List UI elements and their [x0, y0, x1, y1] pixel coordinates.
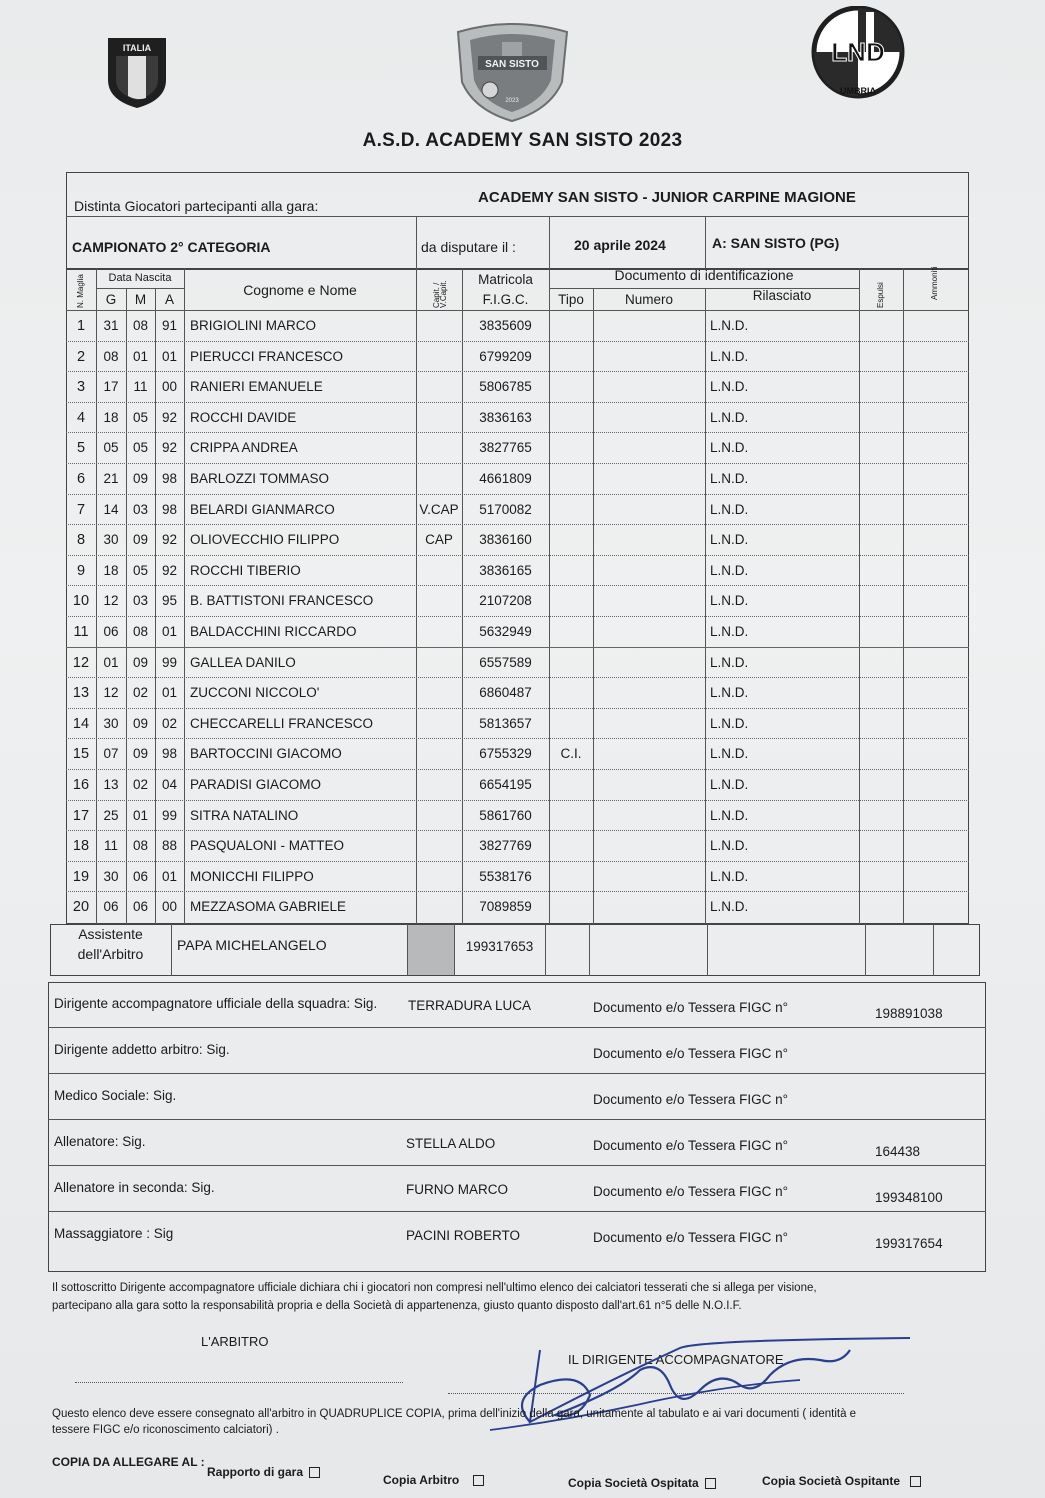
player-name: BELARDI GIANMARCO: [190, 501, 335, 517]
player-name: BARLOZZI TOMMASO: [190, 471, 330, 486]
birth-month: 11: [133, 379, 148, 395]
birth-day: 31: [103, 318, 119, 333]
birth-year: 88: [161, 838, 178, 854]
player-name: ROCCHI DAVIDE: [190, 409, 297, 425]
matricola: 2107208: [479, 593, 532, 609]
matricola: 3827765: [479, 440, 532, 456]
col-rilasciato: Rilasciato: [752, 288, 812, 303]
birth-year: 92: [161, 532, 178, 548]
match-title: ACADEMY SAN SISTO - JUNIOR CARPINE MAGIONE: [478, 189, 856, 206]
col-a: A: [164, 292, 174, 307]
player-number: 14: [72, 715, 90, 732]
arbitro-signature-line: [75, 1382, 403, 1383]
declaration-line-1: Il sottoscritto Dirigente accompagnatore ufficiale dichiara chi i giocatori non compresi nell'ultimo elenco dei calciatori tesserati che si allega per visione,: [52, 1282, 817, 1294]
staff-name: STELLA ALDO: [406, 1136, 496, 1151]
birth-month: 05: [132, 440, 149, 456]
assistente-label-1: Assistente: [78, 926, 143, 942]
matricola: 3836165: [479, 562, 532, 578]
staff-role-label: Dirigente accompagnatore ufficiale della squadra: Sig.: [54, 996, 378, 1011]
birth-month: 06: [132, 899, 149, 915]
copia-ospitante-label: Copia Società Ospitante: [762, 1474, 901, 1488]
rilasciato: L.N.D.: [710, 318, 749, 333]
col-cognome-nome: Cognome e Nome: [243, 282, 357, 298]
arbitro-label: L'ARBITRO: [201, 1334, 269, 1349]
row-divider: [66, 830, 969, 831]
copia-ospitante-checkbox[interactable]: [910, 1476, 921, 1487]
player-name: PIERUCCI FRANCESCO: [190, 348, 344, 364]
rilasciato: L.N.D.: [710, 409, 749, 425]
distinta-label: Distinta Giocatori partecipanti alla gara:: [74, 198, 319, 214]
birth-year: 00: [161, 899, 178, 915]
matricola: 5861760: [479, 807, 532, 823]
col-capit: Capit. / V.Capit.: [432, 280, 448, 308]
birth-year: 04: [161, 777, 178, 792]
row-divider: [66, 616, 969, 617]
staff-doc-label: Documento e/o Tessera FIGC n°: [593, 1000, 788, 1015]
san-sisto-crest: [450, 22, 575, 122]
player-number: 4: [76, 409, 86, 426]
row-divider: [66, 708, 969, 709]
rilasciato: L.N.D.: [710, 379, 749, 395]
matricola: 4661809: [479, 471, 532, 486]
birth-month: 05: [132, 562, 149, 578]
birth-year: 98: [161, 471, 178, 486]
player-number: 15: [72, 746, 90, 763]
assistente-matricola: 199317653: [465, 939, 534, 954]
player-number: 3: [76, 379, 86, 396]
matricola: 5813657: [479, 715, 532, 731]
col-tipo: Tipo: [558, 292, 584, 307]
player-name: CRIPPA ANDREA: [190, 440, 298, 456]
copia-ospitante-option[interactable]: [762, 1474, 921, 1488]
birth-month: 09: [132, 471, 149, 486]
rilasciato: L.N.D.: [710, 501, 749, 517]
copia-ospitata-option[interactable]: [568, 1476, 716, 1490]
copia-label: COPIA DA ALLEGARE AL :: [52, 1455, 205, 1469]
row-divider: [66, 647, 969, 648]
birth-day: 08: [103, 348, 119, 364]
row-divider: [66, 341, 969, 342]
player-name: MEZZASOMA GABRIELE: [190, 899, 347, 915]
dirigente-label: IL DIRIGENTE ACCOMPAGNATORE: [568, 1352, 784, 1367]
player-number: 10: [72, 593, 90, 610]
staff-doc-label: Documento e/o Tessera FIGC n°: [593, 1230, 788, 1245]
signature-icon: [470, 1330, 940, 1440]
birth-month: 03: [132, 501, 149, 517]
col-numero: Numero: [624, 292, 673, 307]
rilasciato: L.N.D.: [710, 654, 749, 670]
staff-name: TERRADURA LUCA: [408, 998, 532, 1013]
staff-role-label: Dirigente addetto arbitro: Sig.: [54, 1042, 230, 1057]
staff-doc-label: Documento e/o Tessera FIGC n°: [593, 1092, 788, 1107]
matricola: 3836163: [479, 409, 532, 425]
staff-role-label: Allenatore in seconda: Sig.: [54, 1180, 215, 1195]
birth-year: 98: [161, 746, 178, 762]
rapporto-option[interactable]: [207, 1465, 320, 1479]
row-divider: [66, 524, 969, 525]
player-name: RANIERI EMANUELE: [190, 379, 323, 395]
player-number: 20: [72, 899, 90, 916]
col-g: G: [105, 292, 117, 307]
birth-day: 17: [103, 379, 119, 395]
note-line-1: Questo elenco deve essere consegnato all'arbitro in QUADRUPLICE COPIA, prima dell'inizio della gara, unitamente al tabulato e ai vari documenti ( identità e: [52, 1408, 857, 1420]
birth-year: 01: [161, 868, 178, 884]
assistente-name: PAPA MICHELANGELO: [177, 937, 327, 953]
player-name: PASQUALONI - MATTEO: [190, 838, 345, 854]
col-ammoniti: Ammoniti: [930, 266, 939, 300]
player-name: BRIGIOLINI MARCO: [190, 318, 317, 333]
staff-row: [48, 1212, 986, 1258]
rilasciato: L.N.D.: [710, 532, 749, 548]
rilasciato: L.N.D.: [710, 868, 749, 884]
player-number: 2: [76, 348, 86, 365]
rilasciato: L.N.D.: [710, 562, 749, 578]
staff-row: [48, 1120, 986, 1166]
birth-year: 01: [161, 348, 178, 364]
birth-year: 00: [161, 379, 178, 395]
player-number: 13: [72, 685, 90, 702]
player-number: 9: [76, 562, 86, 579]
birth-year: 92: [161, 440, 178, 456]
birth-year: 95: [161, 593, 178, 609]
player-name: GALLEA DANILO: [190, 654, 296, 670]
birth-month: 02: [132, 685, 149, 701]
rapporto-checkbox[interactable]: [309, 1467, 320, 1478]
birth-month: 09: [132, 746, 149, 762]
san-sisto-crest-text: SAN SISTO: [485, 59, 539, 70]
assistente-shaded-cell: [408, 925, 454, 975]
rilasciato: L.N.D.: [710, 715, 749, 731]
birth-day: 05: [103, 440, 119, 456]
assistente-label-2: dell'Arbitro: [77, 946, 144, 962]
birth-year: 99: [161, 654, 178, 670]
copia-arbitro-label: Copia Arbitro: [383, 1473, 460, 1487]
doc-type: C.I.: [560, 746, 582, 762]
rilasciato: L.N.D.: [710, 624, 749, 639]
rilasciato: L.N.D.: [710, 685, 749, 701]
birth-day: 30: [103, 532, 119, 548]
player-number: 11: [73, 624, 89, 640]
birth-month: 01: [132, 348, 149, 364]
lnd-logo-subtext: UMBRIA: [840, 86, 876, 96]
matricola: 7089859: [479, 899, 532, 915]
row-divider: [66, 800, 969, 801]
birth-year: 02: [161, 715, 178, 731]
birth-month: 05: [132, 409, 149, 425]
matricola: 5806785: [479, 379, 532, 395]
matricola: 6654195: [479, 777, 532, 792]
player-name: BARTOCCINI GIACOMO: [190, 746, 342, 762]
row-divider: [66, 494, 969, 495]
player-number: 7: [76, 501, 86, 518]
player-number: 1: [76, 318, 86, 334]
player-name: B. BATTISTONI FRANCESCO: [190, 593, 374, 609]
player-name: ROCCHI TIBERIO: [190, 562, 301, 578]
birth-day: 21: [103, 471, 119, 486]
lnd-umbria-logo: [796, 6, 920, 106]
player-number: 12: [72, 654, 90, 671]
birth-year: 01: [161, 624, 178, 639]
rilasciato: L.N.D.: [710, 471, 749, 486]
birth-day: 18: [103, 562, 119, 578]
staff-role-label: Massaggiatore : Sig: [54, 1226, 174, 1241]
rilasciato: L.N.D.: [710, 899, 749, 915]
player-name: PARADISI GIACOMO: [190, 777, 322, 792]
player-number: 19: [72, 868, 90, 885]
rapporto-option-label: Rapporto di gara: [207, 1465, 304, 1479]
matricola: 6755329: [479, 746, 532, 762]
row-divider: [66, 738, 969, 739]
birth-day: 13: [103, 777, 119, 792]
birth-month: 02: [132, 777, 149, 792]
matricola: 6799209: [479, 348, 532, 364]
rilasciato: L.N.D.: [710, 807, 749, 823]
birth-day: 06: [103, 899, 119, 915]
campionato-label: CAMPIONATO 2° CATEGORIA: [72, 239, 271, 255]
col-matricola: Matricola: [478, 272, 533, 287]
staff-role-label: Allenatore: Sig.: [54, 1134, 146, 1149]
staff-doc-number: 199317654: [875, 1236, 943, 1251]
player-name: MONICCHI FILIPPO: [190, 868, 314, 884]
note-line-2: tessere FIGC e/o riconoscimento calciatori) .: [52, 1424, 279, 1436]
player-name: OLIOVECCHIO FILIPPO: [190, 532, 340, 548]
match-header-box: [66, 172, 969, 270]
col-espulsi: Espulsi: [876, 282, 885, 308]
birth-year: 91: [161, 318, 178, 333]
staff-doc-label: Documento e/o Tessera FIGC n°: [593, 1184, 788, 1199]
captain-mark: V.CAP: [419, 501, 459, 517]
col-data-nascita: Data Nascita: [108, 272, 172, 284]
staff-role-label: Medico Sociale: Sig.: [54, 1088, 177, 1103]
col-documento: Documento di identificazione: [614, 267, 794, 283]
player-name: CHECCARELLI FRANCESCO: [190, 715, 374, 731]
birth-day: 30: [103, 715, 119, 731]
staff-doc-number: 164438: [875, 1144, 921, 1159]
birth-day: 14: [103, 501, 119, 517]
staff-row: [48, 1166, 986, 1212]
row-divider: [66, 463, 969, 464]
matricola: 5632949: [479, 624, 532, 639]
staff-doc-number: 199348100: [875, 1190, 943, 1205]
rilasciato: L.N.D.: [710, 348, 749, 364]
birth-month: 03: [132, 593, 149, 609]
birth-day: 12: [103, 685, 119, 701]
staff-doc-label: Documento e/o Tessera FIGC n°: [593, 1046, 788, 1061]
rilasciato: L.N.D.: [710, 777, 749, 792]
birth-day: 25: [103, 807, 119, 823]
birth-month: 09: [132, 654, 149, 670]
player-name: BALDACCHINI RICCARDO: [190, 624, 357, 639]
birth-day: 06: [103, 624, 119, 639]
birth-month: 08: [132, 838, 149, 854]
row-divider: [66, 861, 969, 862]
staff-doc-number: 198891038: [875, 1006, 943, 1021]
birth-year: 99: [161, 807, 178, 823]
matricola: 3836160: [479, 532, 532, 548]
birth-year: 92: [161, 562, 178, 578]
row-divider: [66, 891, 969, 892]
rilasciato: L.N.D.: [710, 593, 749, 609]
staff-row: [48, 1074, 986, 1120]
col-n-maglia: N. Maglia: [76, 274, 85, 308]
match-location: A: SAN SISTO (PG): [712, 235, 840, 251]
birth-month: 08: [132, 318, 149, 333]
san-sisto-crest-year: 2023: [505, 98, 519, 104]
birth-day: 11: [103, 838, 118, 854]
birth-year: 92: [161, 409, 178, 425]
player-number: 16: [72, 777, 90, 793]
row-divider: [66, 555, 969, 556]
row-divider: [66, 402, 969, 403]
rilasciato: L.N.D.: [710, 838, 749, 854]
italia-logo-text: ITALIA: [122, 43, 152, 53]
rilasciato: L.N.D.: [710, 440, 749, 456]
matricola: 6557589: [479, 654, 532, 670]
matricola: 5170082: [479, 501, 532, 517]
birth-month: 06: [132, 868, 149, 884]
birth-day: 30: [103, 868, 119, 884]
copia-arbitro-option[interactable]: [383, 1473, 484, 1487]
row-divider: [66, 585, 969, 586]
player-name: SITRA NATALINO: [190, 807, 299, 823]
copia-ospitata-label: Copia Società Ospitata: [568, 1476, 699, 1490]
staff-doc-label: Documento e/o Tessera FIGC n°: [593, 1138, 788, 1153]
birth-day: 01: [103, 654, 119, 670]
matricola: 6860487: [479, 685, 532, 701]
birth-day: 12: [103, 593, 119, 609]
birth-year: 98: [161, 501, 178, 517]
row-divider: [66, 432, 969, 433]
row-divider: [66, 769, 969, 770]
match-date: 20 aprile 2024: [574, 237, 666, 253]
birth-day: 07: [103, 746, 119, 762]
birth-month: 01: [132, 807, 149, 823]
birth-day: 18: [103, 409, 119, 425]
player-number: 17: [72, 807, 90, 824]
col-figc: F.I.G.C.: [482, 292, 529, 307]
rilasciato: L.N.D.: [710, 746, 749, 762]
col-m: M: [134, 292, 147, 307]
player-number: 8: [76, 532, 86, 549]
birth-year: 01: [161, 685, 178, 701]
birth-month: 08: [132, 624, 149, 639]
staff-name: FURNO MARCO: [406, 1182, 508, 1197]
matricola: 3835609: [479, 318, 532, 333]
player-number: 6: [76, 471, 86, 487]
row-divider: [66, 371, 969, 372]
birth-month: 09: [132, 532, 149, 548]
staff-row: [48, 1028, 986, 1074]
birth-month: 09: [132, 715, 149, 731]
matricola: 5538176: [479, 868, 532, 884]
captain-mark: CAP: [425, 532, 453, 548]
row-divider: [66, 677, 969, 678]
staff-row: [48, 982, 986, 1028]
copia-arbitro-checkbox[interactable]: [473, 1475, 484, 1486]
da-disputare-label: da disputare il :: [421, 239, 516, 255]
document-title: A.S.D. ACADEMY SAN SISTO 2023: [362, 130, 683, 151]
italia-logo: [104, 34, 170, 110]
matricola: 3827769: [479, 838, 532, 854]
player-number: 18: [72, 838, 90, 855]
staff-name: PACINI ROBERTO: [406, 1228, 521, 1243]
player-name: ZUCCONI NICCOLO': [190, 685, 320, 701]
lnd-logo-text: LND: [831, 37, 885, 67]
copia-ospitata-checkbox[interactable]: [705, 1478, 716, 1489]
declaration-line-2: partecipano alla gara sotto la responsabilità propria e della Società di appartenenza, giusto quanto disposto dall'art.61 n°5 delle N.O.I.F.: [52, 1300, 742, 1312]
player-number: 5: [76, 440, 86, 457]
